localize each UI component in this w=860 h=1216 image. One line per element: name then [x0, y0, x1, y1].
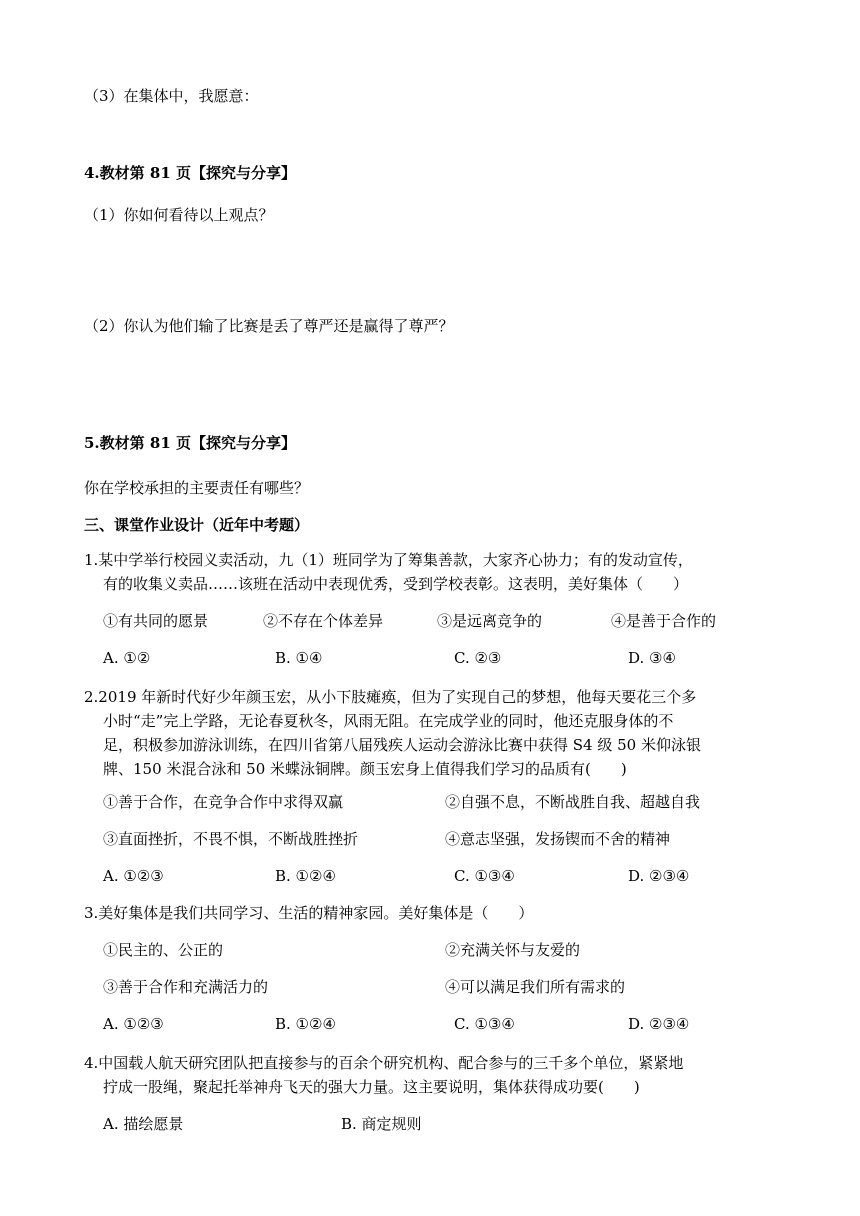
q2-item-2: ②自强不息，不断战胜自我、超越自我 — [445, 793, 701, 811]
section-4-question-1: （1）你如何看待以上观点？ — [84, 206, 274, 224]
q3-choice-b[interactable]: B. ①②④ — [275, 1015, 336, 1033]
q4-stem-line: 4.中国载人航天研究团队把直接参与的百余个研究机构、配合参与的三千多个单位，紧紧地 — [84, 1054, 684, 1072]
q1-choice-d[interactable]: D. ③④ — [628, 649, 676, 667]
section-4-question-2: （2）你认为他们输了比赛是丢了尊严还是赢得了尊严？ — [84, 317, 454, 335]
q1-item-4: ④是善于合作的 — [611, 612, 717, 630]
q2-choice-c[interactable]: C. ①③④ — [454, 867, 515, 885]
q3-choice-c[interactable]: C. ①③④ — [454, 1015, 515, 1033]
section-4-heading: 4.教材第 81 页【探究与分享】 — [84, 164, 296, 182]
q1-stem-line: 1.某中学举行校园义卖活动，九（1）班同学为了筹集善款，大家齐心协力；有的发动宣传， — [84, 551, 693, 569]
q1-choice-a[interactable]: A. ①② — [103, 649, 151, 667]
q3-item-2: ②充满关怀与友爱的 — [445, 941, 581, 959]
q2-choice-b[interactable]: B. ①②④ — [275, 867, 336, 885]
q2-stem-line: 小时“走”完上学路，无论春夏秋冬，风雨无阻。在完成学业的同时，他还克服身体的不 — [103, 712, 674, 730]
q2-stem-line: 足，积极参加游泳训练，在四川省第八届残疾人运动会游泳比赛中获得 S4 级 50 米仰泳银 — [103, 736, 701, 754]
q1-choice-b[interactable]: B. ①④ — [275, 649, 323, 667]
q2-item-3: ③直面挫折，不畏不惧，不断战胜挫折 — [103, 830, 359, 848]
q2-choice-d[interactable]: D. ②③④ — [628, 867, 690, 885]
q3-item-1: ①民主的、公正的 — [103, 941, 224, 959]
section-5-heading: 5.教材第 81 页【探究与分享】 — [84, 434, 296, 452]
q1-item-1: ①有共同的愿景 — [103, 612, 209, 630]
q4-choice-a[interactable]: A. 描绘愿景 — [103, 1115, 184, 1133]
q2-item-1: ①善于合作，在竞争合作中求得双赢 — [103, 793, 344, 811]
q3-stem-line: 3.美好集体是我们共同学习、生活的精神家园。美好集体是（ ） — [84, 904, 534, 922]
q2-item-4: ④意志坚强，发扬锲而不舍的精神 — [445, 830, 671, 848]
question-3-prompt: （3）在集体中，我愿意： — [84, 87, 259, 105]
q3-item-4: ④可以满足我们所有需求的 — [445, 978, 626, 996]
q3-choice-d[interactable]: D. ②③④ — [628, 1015, 690, 1033]
section-3-heading: 三、课堂作业设计（近年中考题） — [84, 516, 310, 534]
q4-choice-b[interactable]: B. 商定规则 — [341, 1115, 422, 1133]
q1-stem-line: 有的收集义卖品……该班在活动中表现优秀，受到学校表彰。这表明，美好集体（ ） — [103, 575, 689, 593]
q4-stem-line: 拧成一股绳，聚起托举神舟飞天的强大力量。这主要说明，集体获得成功要( ) — [103, 1078, 640, 1096]
q3-choice-a[interactable]: A. ①②③ — [103, 1015, 164, 1033]
section-5-question: 你在学校承担的主要责任有哪些？ — [84, 479, 310, 497]
q2-stem-line: 牌、150 米混合泳和 50 米蝶泳铜牌。颜玉宏身上值得我们学习的品质有( ) — [103, 760, 627, 778]
q1-item-2: ②不存在个体差异 — [263, 612, 384, 630]
q1-choice-c[interactable]: C. ②③ — [454, 649, 502, 667]
q3-item-3: ③善于合作和充满活力的 — [103, 978, 269, 996]
q1-item-3: ③是远离竞争的 — [437, 612, 543, 630]
q2-stem-line: 2.2019 年新时代好少年颜玉宏，从小下肢瘫痪，但为了实现自己的梦想，他每天要花三个多 — [84, 688, 697, 706]
q2-choice-a[interactable]: A. ①②③ — [103, 867, 164, 885]
